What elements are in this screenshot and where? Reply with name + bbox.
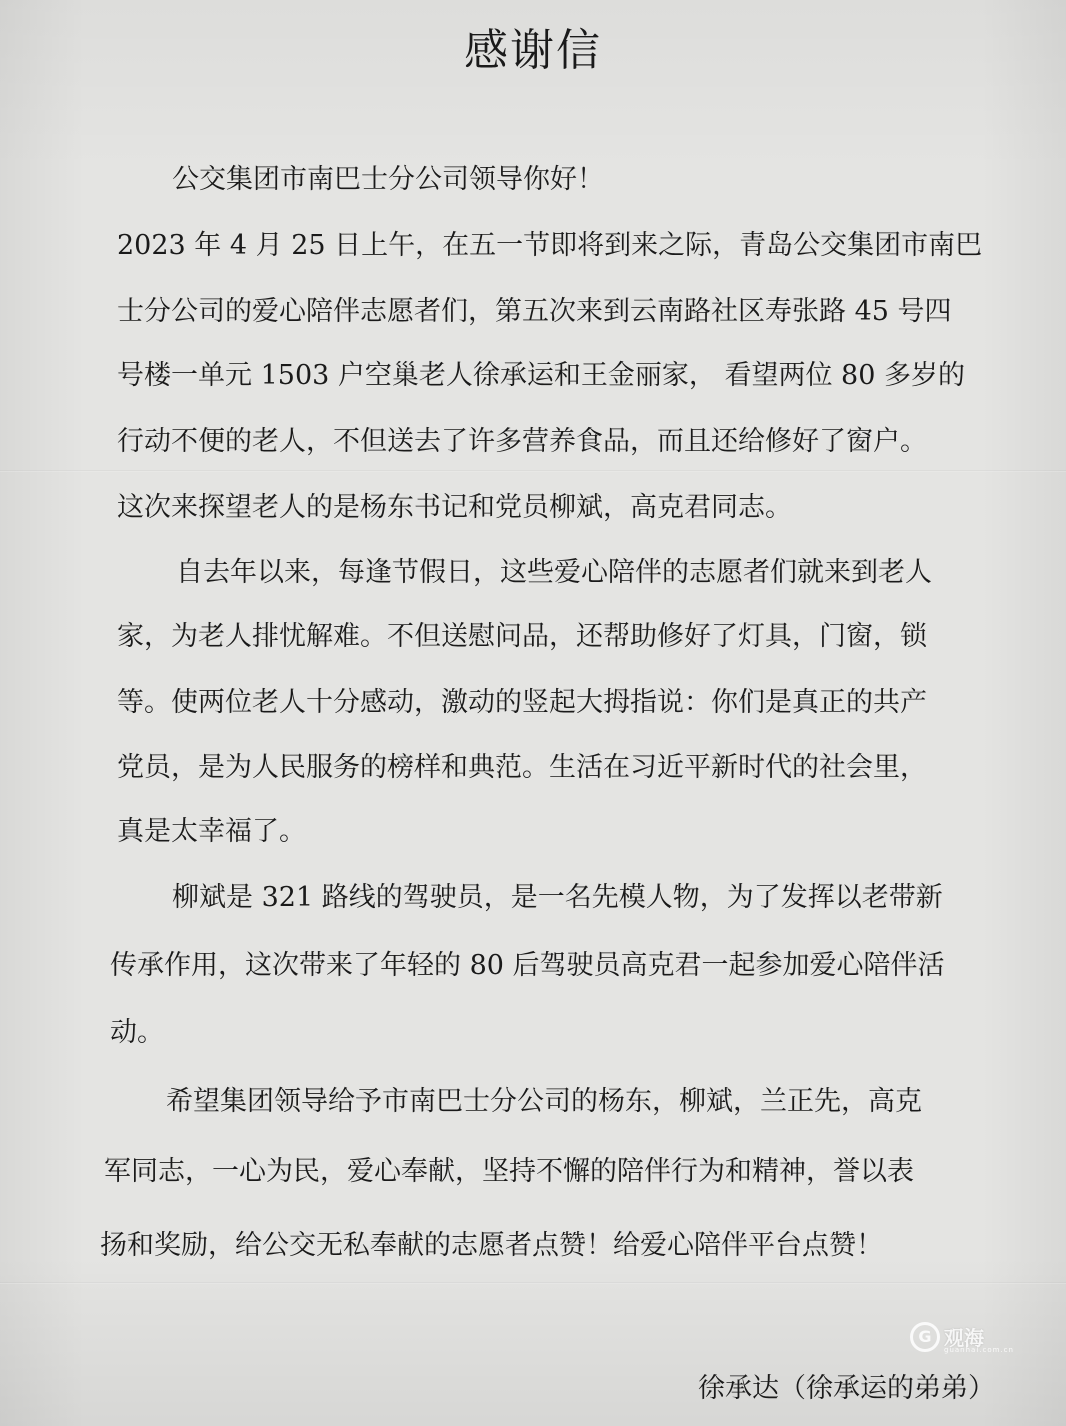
letter-greeting: 公交集团市南巴士分公司领导你好！ xyxy=(172,164,604,195)
guanhai-logo-icon: G xyxy=(910,1322,940,1352)
paper-fold-line xyxy=(0,1282,1066,1284)
guanhai-watermark xyxy=(910,1320,1014,1360)
letter-line: 号楼一单元 1503 户空巢老人徐承运和王金丽家， 看望两位 80 多岁的 xyxy=(117,360,965,391)
paper-fold-line xyxy=(0,470,1066,472)
letter-line: 家，为老人排忧解难。不但送慰问品，还帮助修好了灯具，门窗，锁 xyxy=(117,621,927,652)
watermark-subtext: guanhai.com.cn xyxy=(944,1346,1014,1354)
letter-line: 这次来探望老人的是杨东书记和党员柳斌，高克君同志。 xyxy=(117,492,792,523)
watermark-text: 观海 xyxy=(944,1326,984,1350)
letter-line: 希望集团领导给予市南巴士分公司的杨东，柳斌，兰正先，高克 xyxy=(166,1086,922,1117)
letter-line: 等。使两位老人十分感动，激动的竖起大拇指说：你们是真正的共产 xyxy=(117,687,927,718)
letter-line: 2023 年 4 月 25 日上午，在五一节即将到来之际，青岛公交集团市南巴 xyxy=(117,230,983,261)
letter-title: 感谢信 xyxy=(464,25,602,76)
letter-line: 行动不便的老人，不但送去了许多营养食品，而且还给修好了窗户。 xyxy=(117,426,927,457)
letter-signature: 徐承达（徐承运的弟弟） xyxy=(698,1373,995,1404)
letter-line: 传承作用，这次带来了年轻的 80 后驾驶员高克君一起参加爱心陪伴活 xyxy=(110,950,945,981)
letter-line: 自去年以来，每逢节假日，这些爱心陪伴的志愿者们就来到老人 xyxy=(176,557,932,588)
letter-line: 真是太幸福了。 xyxy=(117,816,306,847)
letter-line: 动。 xyxy=(110,1017,164,1048)
letter-line: 党员，是为人民服务的榜样和典范。生活在习近平新时代的社会里， xyxy=(117,752,927,783)
letter-line: 柳斌是 321 路线的驾驶员，是一名先模人物，为了发挥以老带新 xyxy=(172,882,943,913)
letter-line: 军同志，一心为民，爱心奉献，坚持不懈的陪伴行为和精神，誉以表 xyxy=(104,1156,914,1187)
letter-line: 扬和奖励，给公交无私奉献的志愿者点赞！给爱心陪伴平台点赞！ xyxy=(100,1230,883,1261)
letter-line: 士分公司的爱心陪伴志愿者们，第五次来到云南路社区寿张路 45 号四 xyxy=(117,296,952,327)
